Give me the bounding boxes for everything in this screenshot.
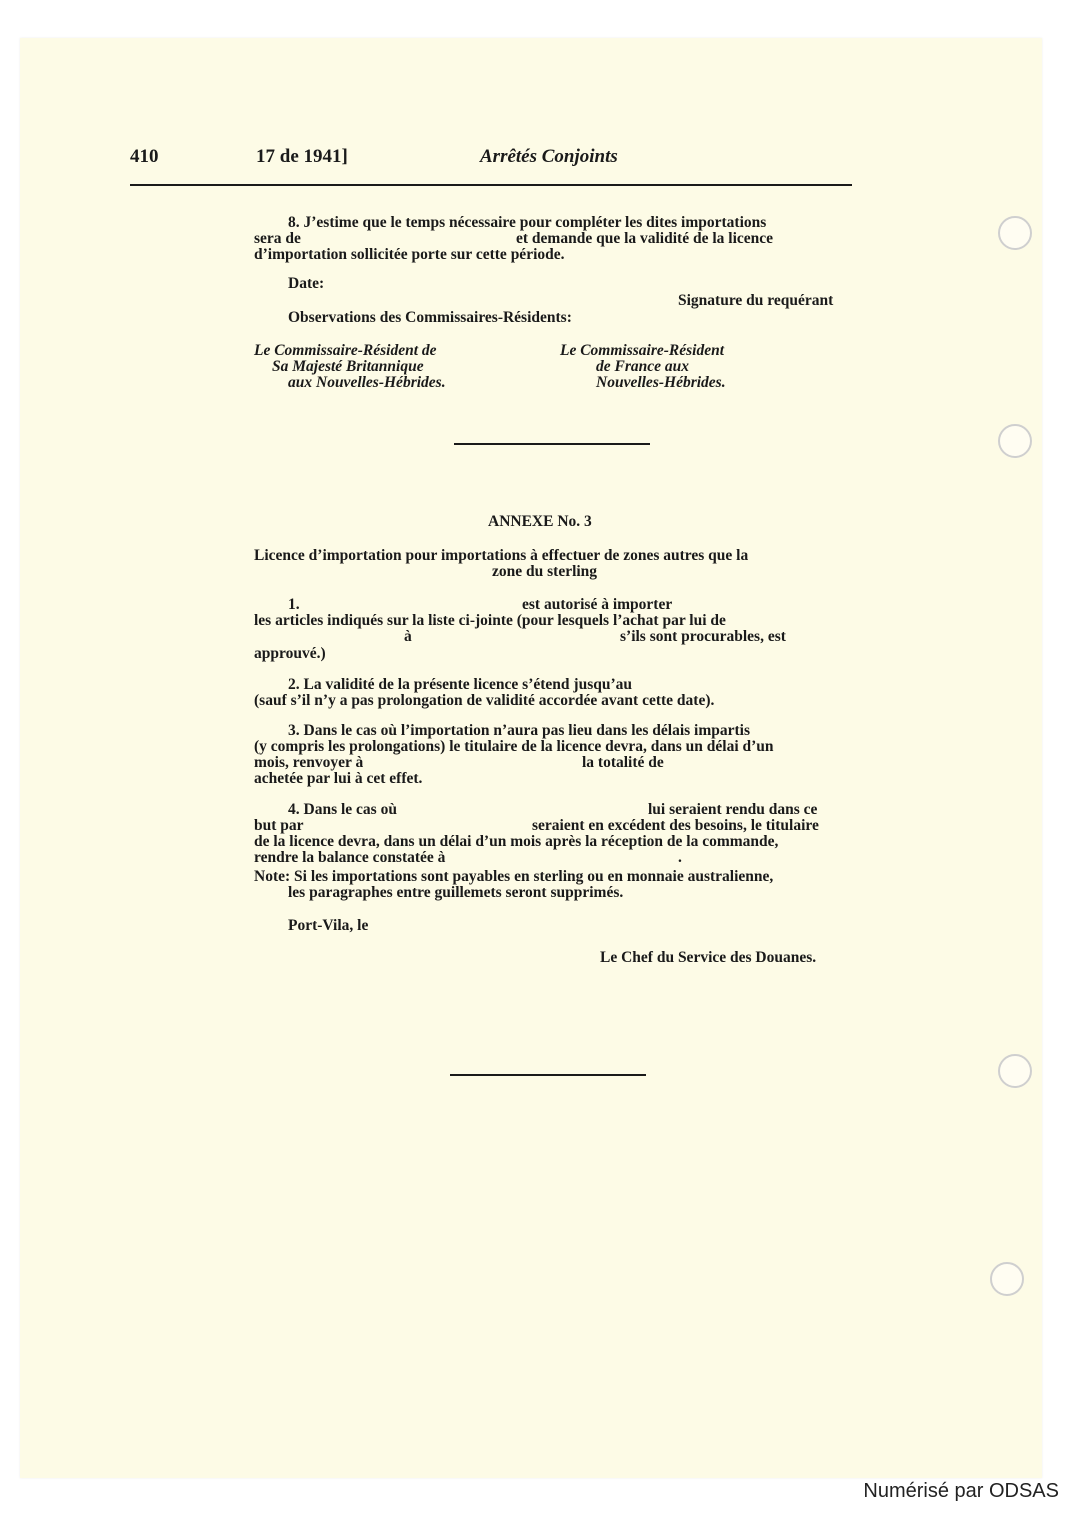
p3-line3b: la totalité de (582, 754, 664, 771)
section8-line2b: et demande que la validité de la licence (516, 230, 774, 247)
p4-line2b: seraient en excédent des besoins, le titulaire (532, 817, 819, 834)
binder-hole (998, 424, 1032, 458)
observations-label: Observations des Commissaires-Résidents: (288, 309, 572, 326)
p4-line4a: rendre la balance constatée à (254, 849, 446, 866)
date-reference: 17 de 1941] (256, 146, 348, 167)
section8-line2a: sera de (254, 230, 301, 247)
customs-chief: Le Chef du Service des Douanes. (600, 949, 817, 966)
p4-line4b: . (678, 849, 682, 866)
note-line2: les paragraphes entre guillemets seront supprimés. (288, 884, 624, 901)
french-commissioner-line1: Le Commissaire-Résident (560, 342, 725, 359)
p2-line1: 2. La validité de la présente licence s’étend jusqu’au (288, 676, 632, 693)
binder-hole (998, 216, 1032, 250)
p3-line4: achetée par lui à cet effet. (254, 770, 423, 787)
p3-line1: 3. Dans le cas où l’importation n’aura pas lieu dans les délais impartis (288, 722, 751, 739)
place-date: Port-Vila, le (288, 917, 369, 934)
p1-text-b: les articles indiqués sur la liste ci-jointe (pour lesquels l’achat par lui de (254, 612, 726, 629)
binder-hole (998, 1054, 1032, 1088)
binder-hole (990, 1262, 1024, 1296)
p4-line3: de la licence devra, dans un délai d’un mois après la réception de la commande, (254, 833, 779, 850)
signature-label: Signature du requérant (678, 292, 834, 309)
p4-line2a: but par (254, 817, 304, 834)
annex-subtitle-line1: Licence d’importation pour importations à effectuer de zones autres que la (254, 547, 749, 564)
french-commissioner-line3: Nouvelles-Hébrides. (596, 374, 726, 391)
p1-text-e: approuvé.) (254, 645, 326, 662)
p1-text-c: à (404, 628, 412, 645)
date-label: Date: (288, 275, 325, 292)
section-separator (450, 1074, 646, 1076)
p1-number: 1. (288, 596, 300, 613)
p4-line1a: 4. Dans le cas où (288, 801, 397, 818)
p1-text-d: s’ils sont procurables, est (620, 628, 786, 645)
note-line1: Note: Si les importations sont payables en sterling ou en monnaie australienne, (254, 868, 774, 885)
british-commissioner-line1: Le Commissaire-Résident de (254, 342, 437, 359)
header-rule (130, 184, 852, 186)
section8-line1: 8. J’estime que le temps nécessaire pour compléter les dites importations (288, 214, 767, 231)
british-commissioner-line2: Sa Majesté Britannique (272, 358, 424, 375)
page-title: Arrêtés Conjoints (480, 146, 618, 167)
annex-subtitle-line2: zone du sterling (492, 563, 598, 580)
page-number: 410 (130, 146, 159, 167)
annex-title: ANNEXE No. 3 (488, 513, 592, 530)
british-commissioner-line3: aux Nouvelles-Hébrides. (288, 374, 446, 391)
french-commissioner-line2: de France aux (596, 358, 689, 375)
p4-line1b: lui seraient rendu dans ce (648, 801, 818, 818)
p2-line2: (sauf s’il n’y a pas prolongation de validité accordée avant cette date). (254, 692, 715, 709)
p1-text-a: est autorisé à importer (522, 596, 673, 613)
p3-line2: (y compris les prolongations) le titulaire de la licence devra, dans un délai d’un (254, 738, 774, 755)
section8-line3: d’importation sollicitée porte sur cette période. (254, 246, 565, 263)
section-separator (454, 443, 650, 445)
p3-line3a: mois, renvoyer à (254, 754, 364, 771)
digitized-by-label: Numérisé par ODSAS (863, 1480, 1059, 1502)
